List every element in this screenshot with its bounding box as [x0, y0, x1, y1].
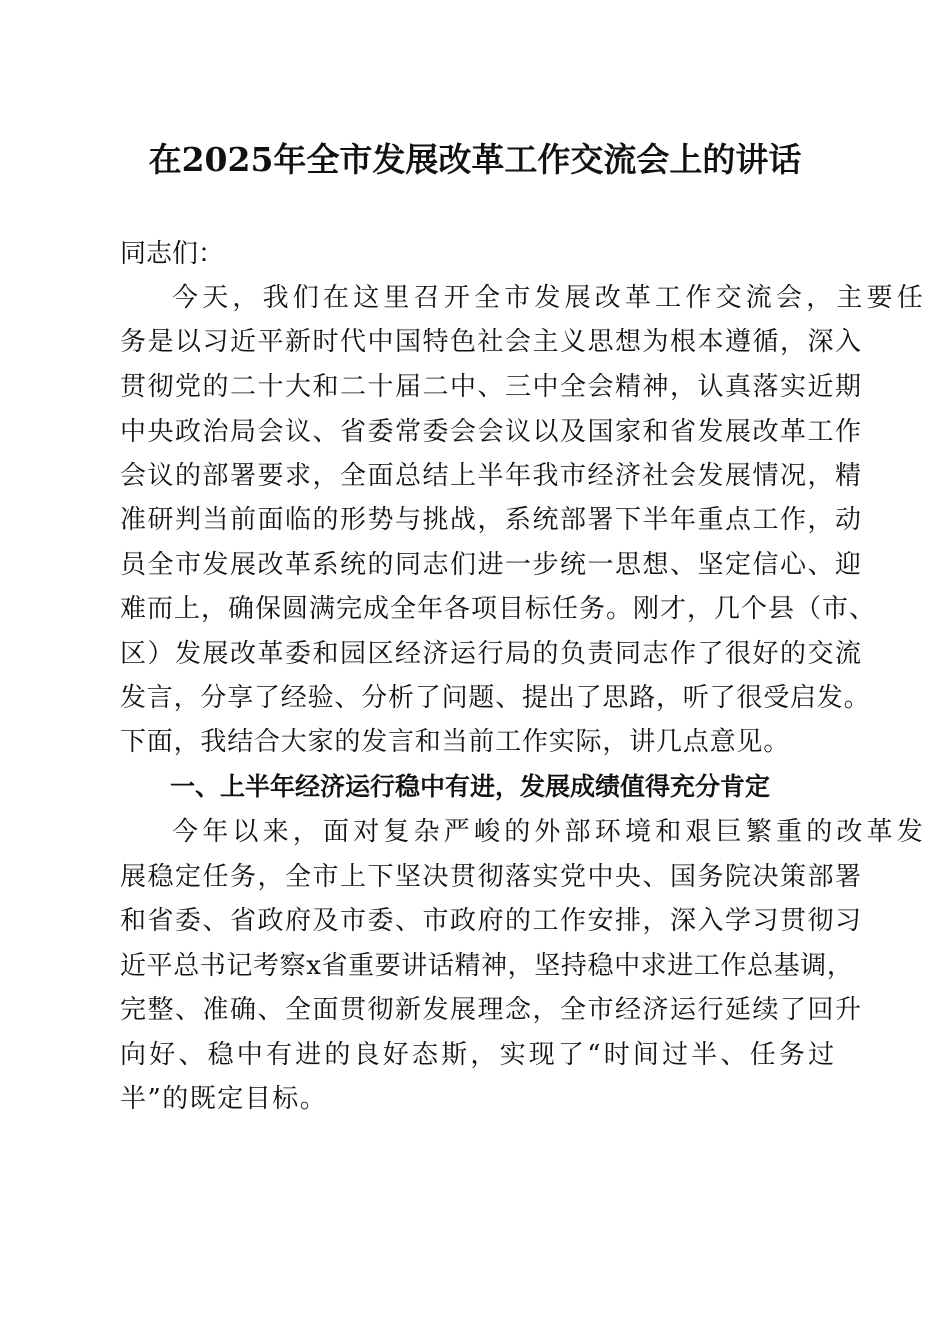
paragraph-line: 今年以来，面对复杂严峻的外部环境和艰巨繁重的改革发	[172, 817, 928, 847]
paragraph-line: 展稳定任务，全市上下坚决贯彻落实党中央、国务院决策部署	[120, 862, 863, 892]
paragraph-line: 半”的既定目标。	[120, 1084, 328, 1114]
document-title: 在2025年全市发展改革工作交流会上的讲话	[148, 140, 802, 179]
paragraph-line: 下面，我结合大家的发言和当前工作实际，讲几点意见。	[120, 727, 791, 757]
paragraph-line: 难而上，确保圆满完成全年各项目标任务。刚才，几个县（市、	[120, 594, 877, 624]
paragraph-line: 准研判当前面临的形势与挑战，系统部署下半年重点工作，动	[120, 505, 863, 535]
paragraph-line: 员全市发展改革系统的同志们进一步统一思想、坚定信心、迎	[120, 550, 863, 580]
paragraph-line: 和省委、省政府及市委、市政府的工作安排，深入学习贯彻习	[120, 906, 863, 936]
paragraph-line: 区）发展改革委和园区经济运行局的负责同志作了很好的交流	[120, 639, 863, 669]
paragraph-line: 贯彻党的二十大和二十届二中、三中全会精神，认真落实近期	[120, 372, 863, 402]
paragraph-line: 今天，我们在这里召开全市发展改革工作交流会，主要任	[172, 283, 928, 313]
section-heading: 一、上半年经济运行稳中有进，发展成绩值得充分肯定	[170, 772, 771, 801]
paragraph-line: 近平总书记考察x省重要讲话精神，坚持稳中求进工作总基调，	[120, 951, 854, 981]
paragraph-line: 务是以习近平新时代中国特色社会主义思想为根本遵循，深入	[120, 327, 863, 357]
paragraph-line: 向好、稳中有进的良好态斯，实现了“时间过半、任务过	[120, 1040, 838, 1070]
paragraph-line: 发言，分享了经验、分析了问题、提出了思路，听了很受启发。	[120, 683, 871, 713]
salutation: 同志们：	[120, 239, 225, 269]
paragraph-line: 会议的部署要求，全面总结上半年我市经济社会发展情况，精	[120, 461, 863, 491]
paragraph-line: 完整、准确、全面贯彻新发展理念，全市经济运行延续了回升	[120, 995, 863, 1025]
paragraph-line: 中央政治局会议、省委常委会会议以及国家和省发展改革工作	[120, 417, 863, 447]
